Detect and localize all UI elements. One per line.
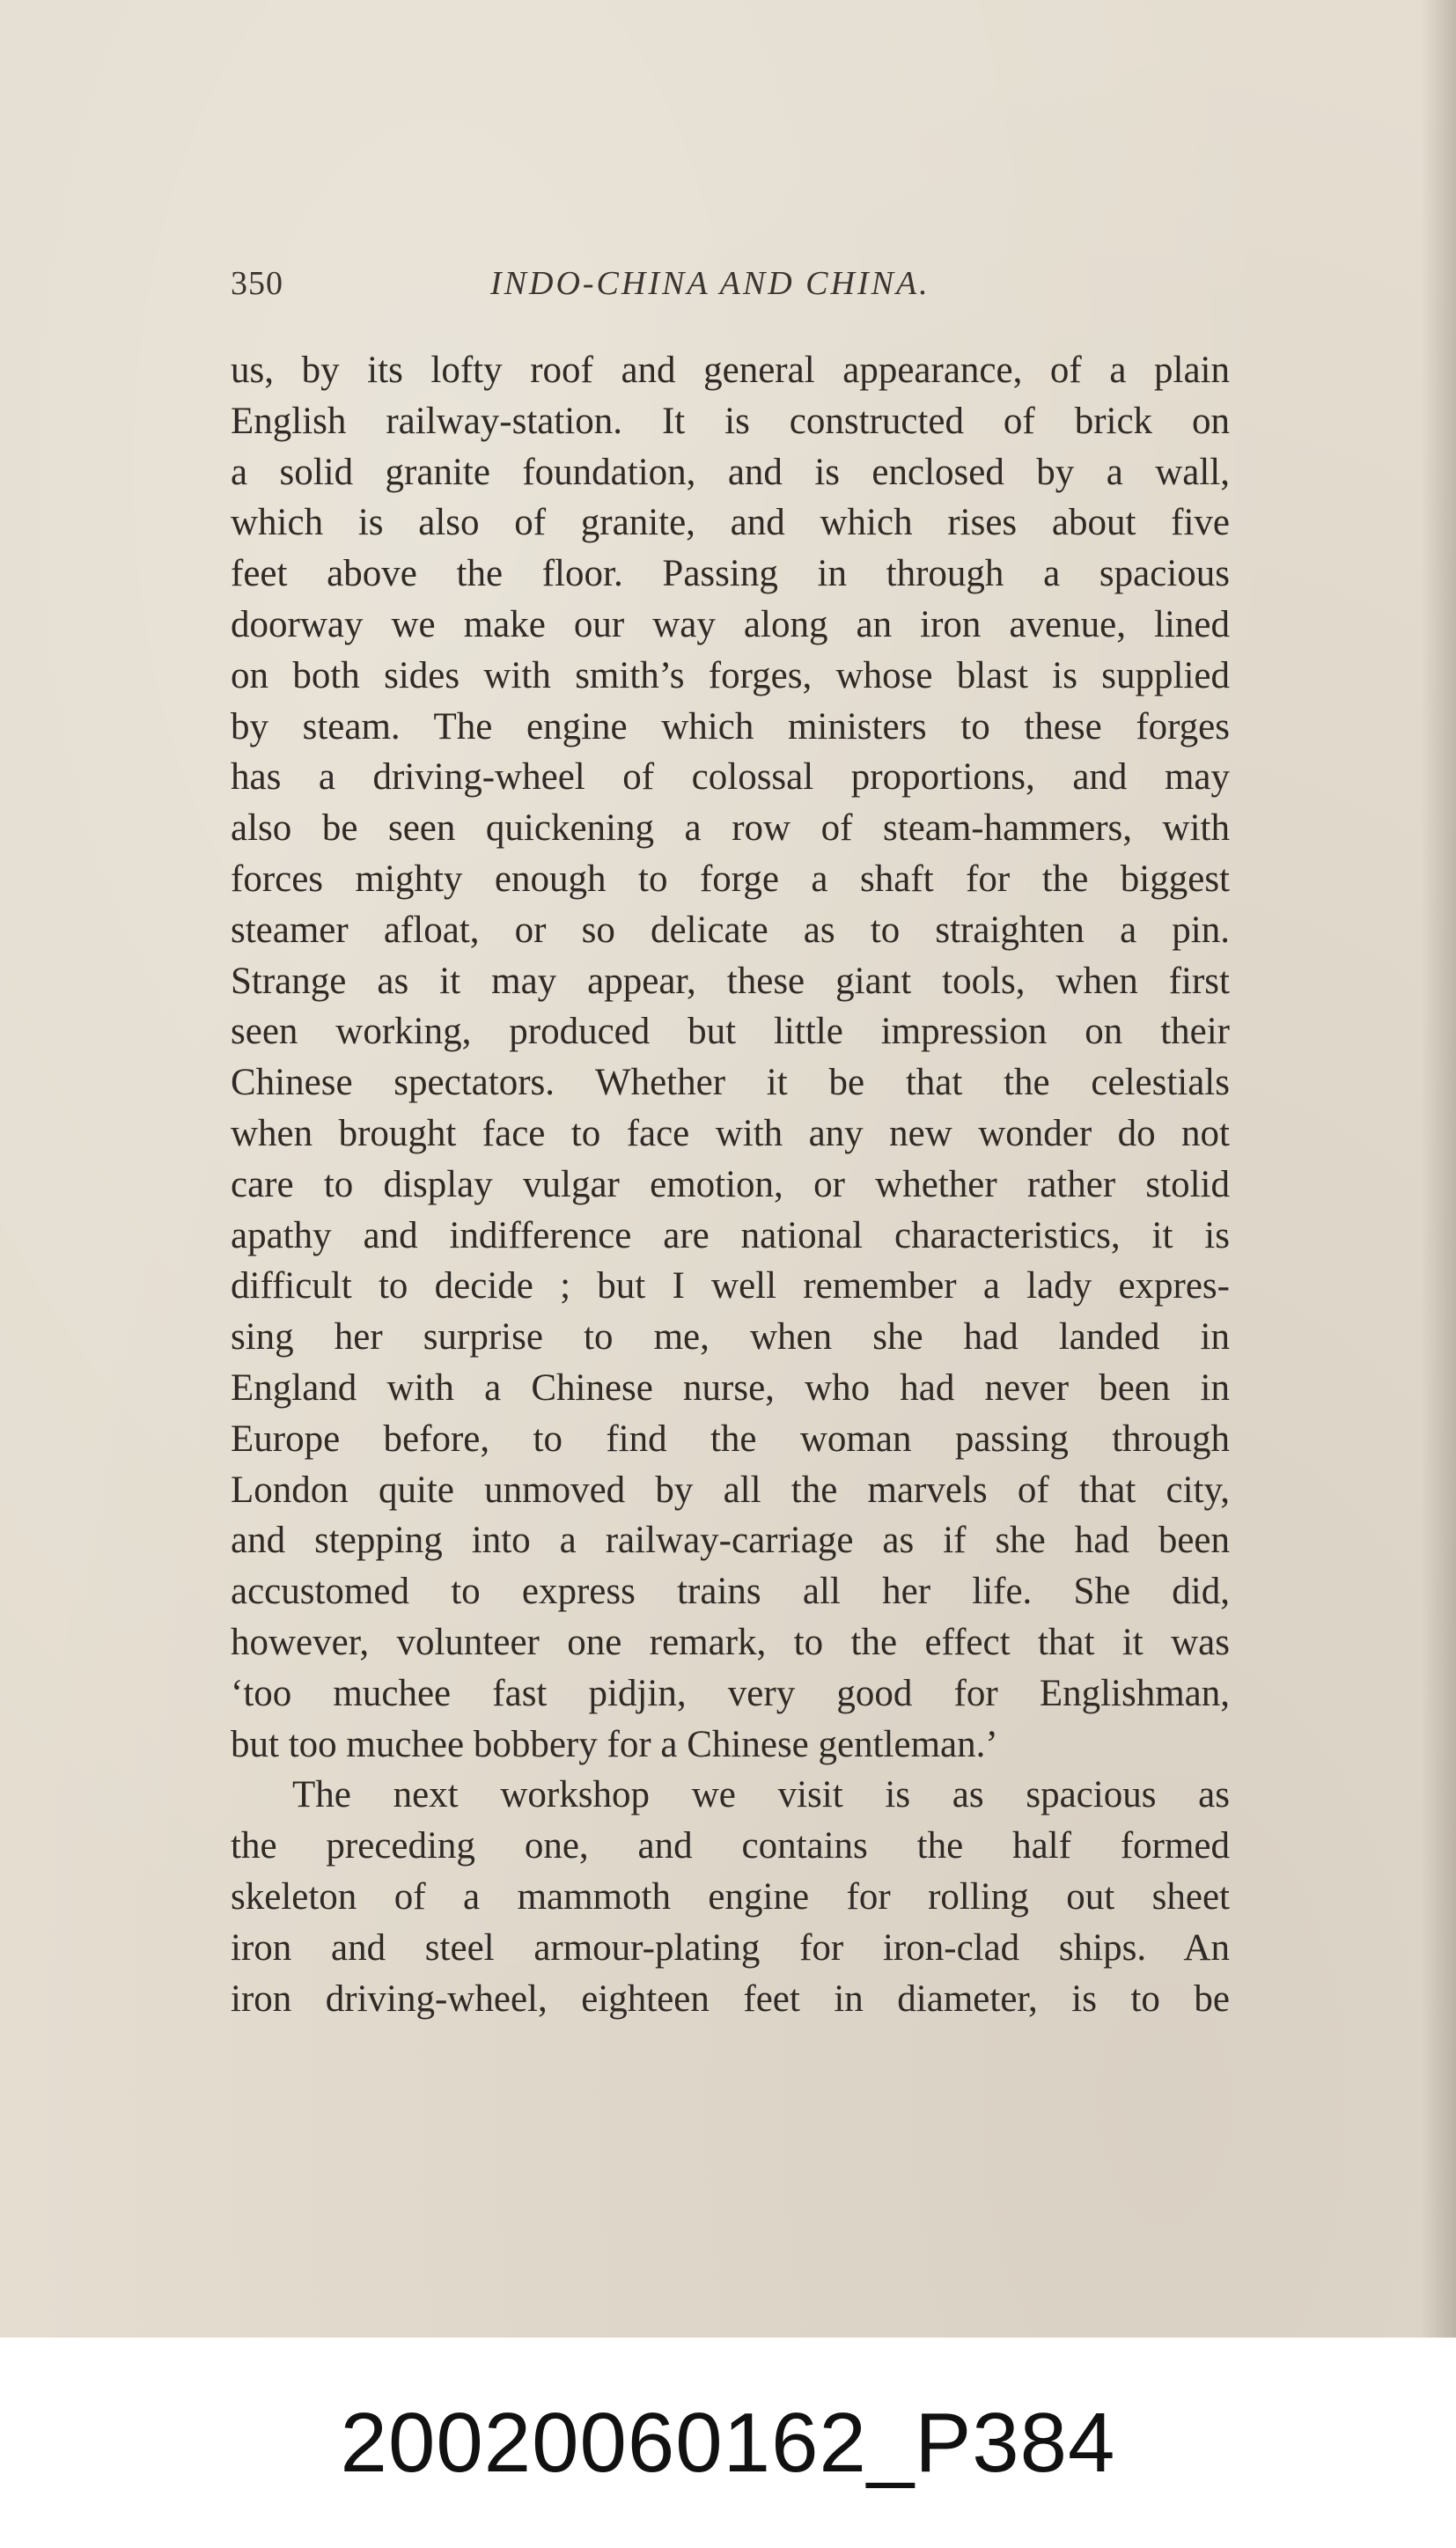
- text-line: English railway-station. It is constructed of brick on: [231, 400, 1230, 442]
- text-line: the preceding one, and contains the half formed: [231, 1825, 1230, 1867]
- text-line: feet above the floor. Passing in through a spacious: [231, 553, 1230, 595]
- text-line: care to display vulgar emotion, or whether rather stolid: [231, 1163, 1230, 1205]
- text-line: seen working, produced but little impression on their: [231, 1011, 1230, 1053]
- text-line: Strange as it may appear, these giant tools, when first: [231, 960, 1230, 1002]
- text-line: London quite unmoved by all the marvels of that city,: [231, 1469, 1230, 1511]
- text-line: sing her surprise to me, when she had landed in: [231, 1316, 1230, 1359]
- text-line: has a driving-wheel of colossal proportions, and may: [231, 756, 1230, 799]
- text-line: apathy and indifference are national characteristics, it is: [231, 1214, 1230, 1256]
- text-line: Europe before, to find the woman passing through: [231, 1418, 1230, 1460]
- text-line: doorway we make our way along an iron avenue, lined: [231, 603, 1230, 645]
- text-line: when brought face to face with any new wonder do not: [231, 1112, 1230, 1154]
- text-line: steamer afloat, or so delicate as to straighten a pin.: [231, 909, 1230, 951]
- text-line: accustomed to express trains all her life. She did,: [231, 1571, 1230, 1613]
- text-line: a solid granite foundation, and is enclosed by a wall,: [231, 451, 1230, 493]
- page-header: [231, 264, 1230, 308]
- text-line: iron and steel armour-plating for iron-clad ships. An: [231, 1926, 1230, 1969]
- archive-id-label: 20020060162_P384: [340, 2396, 1116, 2490]
- page-edge-shadow: [1421, 0, 1456, 2338]
- text-line: The next workshop we visit is as spacious as: [292, 1774, 1230, 1816]
- text-line: England with a Chinese nurse, who had never been in: [231, 1366, 1230, 1409]
- text-line: however, volunteer one remark, to the effect that it was: [231, 1621, 1230, 1663]
- text-line: also be seen quickening a row of steam-hammers, with: [231, 807, 1230, 850]
- text-line: on both sides with smith’s forges, whose blast is supplied: [231, 654, 1230, 696]
- running-head: INDO-CHINA AND CHINA.: [490, 265, 930, 302]
- text-line: by steam. The engine which ministers to these forges: [231, 705, 1230, 747]
- text-line: and stepping into a railway-carriage as if she had been: [231, 1520, 1230, 1562]
- text-line: skeleton of a mammoth engine for rolling out sheet: [231, 1875, 1230, 1918]
- text-line: ‘too muchee fast pidjin, very good for Englishman,: [231, 1672, 1230, 1714]
- page-number: 350: [231, 265, 283, 302]
- text-line: Chinese spectators. Whether it be that the celestials: [231, 1062, 1230, 1104]
- text-line: difficult to decide ; but I well remember a lady expres-: [231, 1265, 1230, 1307]
- body-text: [231, 345, 1230, 2024]
- text-line: iron driving-wheel, eighteen feet in diameter, is to be: [231, 1977, 1230, 2020]
- text-line: forces mighty enough to forge a shaft for the biggest: [231, 858, 1230, 900]
- text-line: us, by its lofty roof and general appearance, of a plain: [231, 350, 1230, 391]
- text-line: which is also of granite, and which rises about five: [231, 502, 1230, 544]
- text-line: but too muchee bobbery for a Chinese gentleman.’: [231, 1723, 998, 1765]
